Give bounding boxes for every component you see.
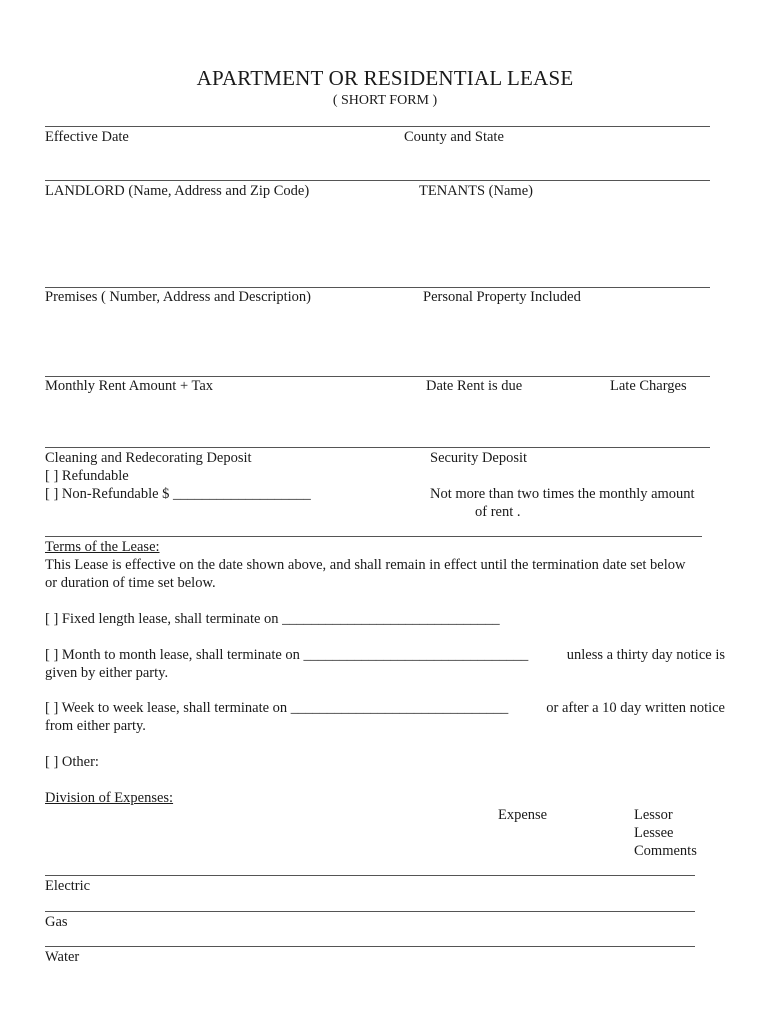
week-to-week-notice: or after a 10 day written notice (546, 700, 725, 716)
security-deposit-label: Security Deposit (430, 450, 528, 466)
week-to-week-cont: from either party. (45, 718, 146, 734)
county-state-label: County and State (404, 129, 504, 145)
divider (45, 911, 695, 912)
personal-property-label: Personal Property Included (423, 289, 581, 305)
divider (45, 447, 710, 448)
divider (45, 180, 710, 181)
divider (45, 536, 702, 537)
terms-intro-cont: or duration of time set below. (45, 575, 216, 591)
refundable-checkbox: [ ] Refundable (45, 468, 129, 484)
other-option: [ ] Other: (45, 754, 99, 770)
cleaning-deposit-label: Cleaning and Redecorating Deposit (45, 450, 252, 466)
fixed-length-option: [ ] Fixed length lease, shall terminate on ______________________________ (45, 611, 500, 627)
divider (45, 875, 695, 876)
monthly-rent-label: Monthly Rent Amount + Tax (45, 378, 214, 394)
landlord-label: LANDLORD (Name, Address and Zip Code) (45, 183, 310, 199)
security-deposit-note: Not more than two times the monthly amount (430, 486, 695, 502)
expenses-heading: Division of Expenses: (45, 790, 174, 806)
month-to-month-notice: unless a thirty day notice is (566, 647, 725, 663)
late-charges-label: Late Charges (610, 378, 687, 394)
month-to-month-cont: given by either party. (45, 665, 169, 681)
comments-column-header: Comments (634, 843, 697, 859)
lessee-column-header: Lessee (634, 825, 674, 841)
divider (45, 126, 710, 127)
document-title: APARTMENT OR RESIDENTIAL LEASE (196, 66, 574, 90)
expense-column-header: Expense (498, 807, 548, 823)
expense-row-gas: Gas (45, 914, 68, 930)
lessor-column-header: Lessor (634, 807, 673, 823)
premises-label: Premises ( Number, Address and Description) (45, 289, 312, 305)
expense-row-water: Water (45, 949, 80, 965)
divider (45, 946, 695, 947)
document-subtitle: ( SHORT FORM ) (332, 93, 438, 108)
security-deposit-note-cont: of rent . (475, 504, 521, 520)
expense-row-electric: Electric (45, 878, 91, 894)
month-to-month-option: [ ] Month to month lease, shall terminate on _______________________________ (45, 647, 529, 663)
week-to-week-option: [ ] Week to week lease, shall terminate on ______________________________ (45, 700, 509, 716)
terms-heading: Terms of the Lease: (45, 539, 160, 555)
non-refundable-checkbox: [ ] Non-Refundable $ ___________________ (45, 486, 311, 502)
date-rent-due-label: Date Rent is due (426, 378, 523, 394)
terms-intro: This Lease is effective on the date shown above, and shall remain in effect until the termination date set below (45, 557, 686, 573)
tenants-label: TENANTS (Name) (419, 183, 533, 199)
effective-date-label: Effective Date (45, 129, 129, 145)
